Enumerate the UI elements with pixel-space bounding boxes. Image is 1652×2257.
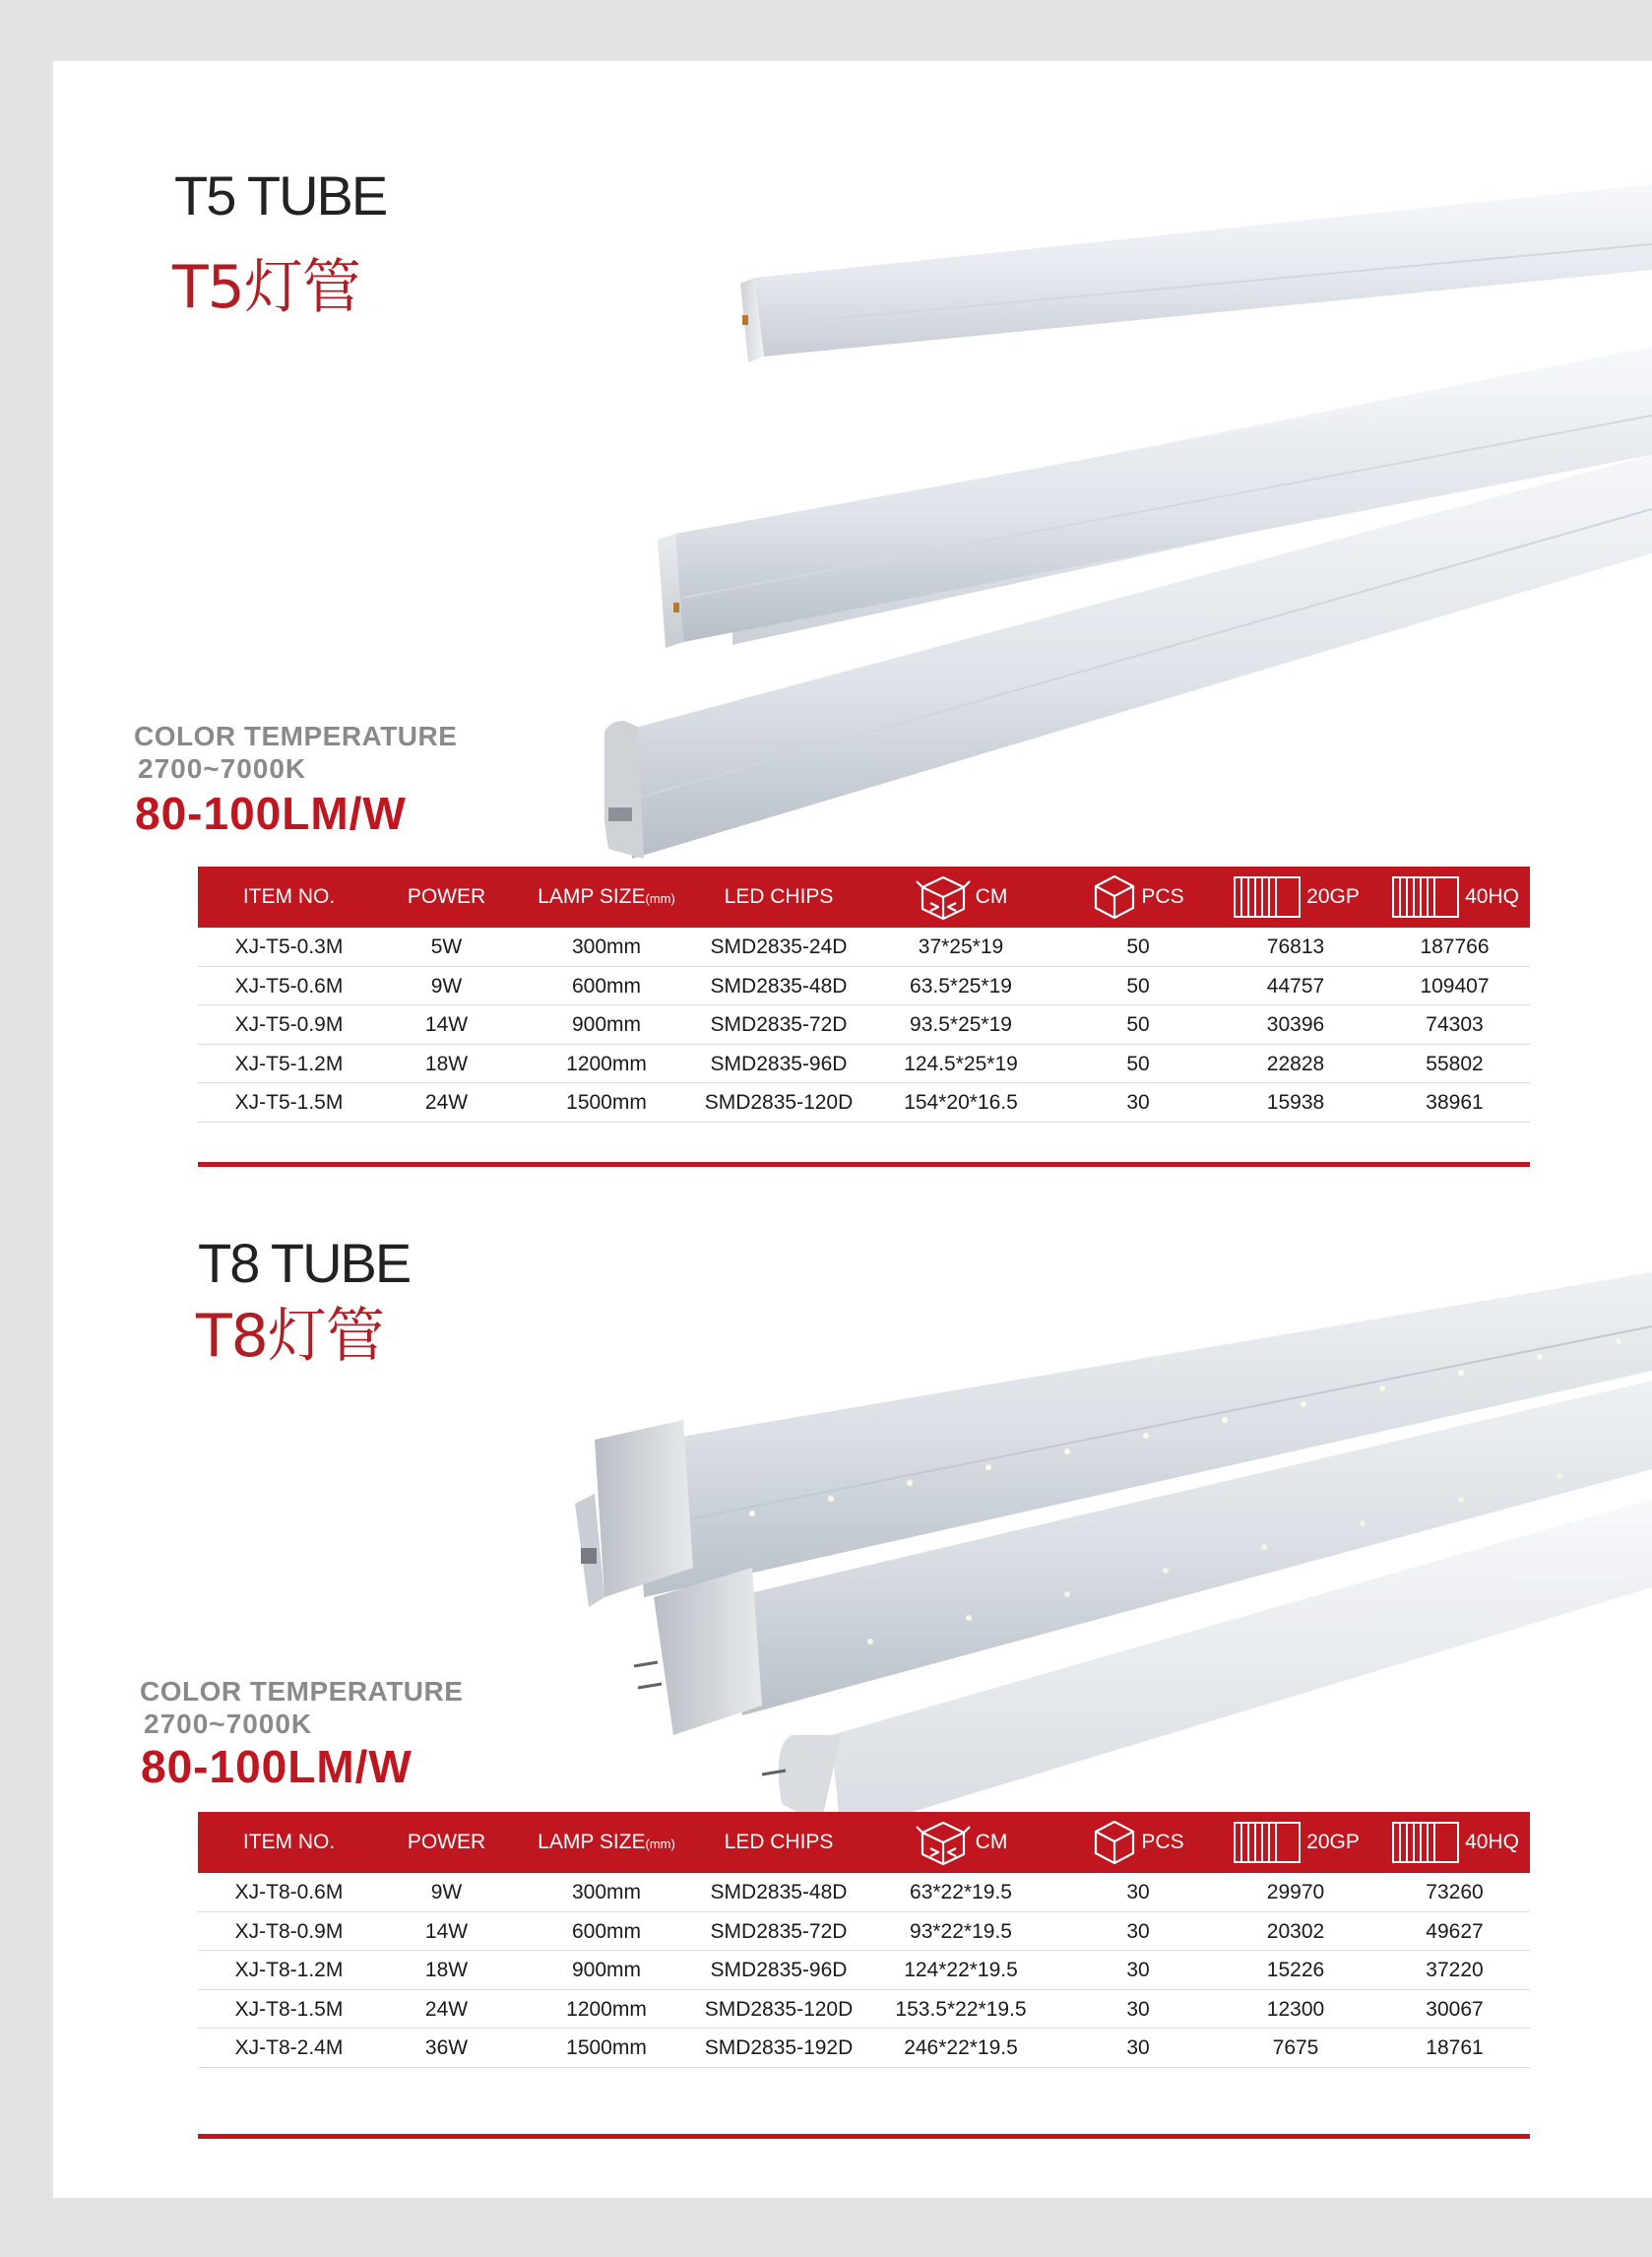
lamp-size-cell: 600mm xyxy=(571,974,642,998)
container-40hq-icon xyxy=(1390,874,1461,920)
carton-size-cell: 124.5*25*19 xyxy=(904,1052,1018,1075)
t5-table-header xyxy=(198,867,1530,928)
t8-title-zh: T8灯管 xyxy=(196,1302,384,1371)
item-no-cell: XJ-T5-0.3M xyxy=(234,935,344,958)
table-row xyxy=(198,1951,1530,1990)
led-chips-cell: SMD2835-48D xyxy=(710,974,848,998)
t5-title-en: T5 TUBE xyxy=(174,164,387,226)
power-cell: 18W xyxy=(424,1052,469,1075)
table-row xyxy=(198,967,1530,1006)
led-chips-cell: SMD2835-96D xyxy=(710,1959,848,1981)
container-40hq-icon xyxy=(1390,1820,1461,1865)
item-no-cell: XJ-T5-1.2M xyxy=(234,1052,344,1075)
item-no-cell: XJ-T8-0.9M xyxy=(234,1919,344,1943)
container-20gp-icon xyxy=(1232,874,1303,920)
led-chips-cell: SMD2835-120D xyxy=(704,1091,854,1114)
lamp-size-label: LAMP SIZE xyxy=(538,885,646,908)
pcs-cell: 30 xyxy=(1126,1919,1150,1943)
carton-size-cell: 63.5*25*19 xyxy=(910,974,1012,998)
col-20gp xyxy=(1212,867,1379,928)
table-row xyxy=(198,2029,1530,2068)
20gp-cell: 7675 xyxy=(1272,2036,1319,2059)
t5-color-temperature-range: 2700~7000K xyxy=(138,753,307,784)
col-power: POWER xyxy=(407,885,486,908)
table-row xyxy=(198,1990,1530,2030)
power-cell: 14W xyxy=(424,1013,469,1036)
col-lamp-size xyxy=(513,1812,700,1873)
lamp-size-cell: 1500mm xyxy=(566,2036,647,2059)
table-row xyxy=(198,1912,1530,1952)
t8-table-body xyxy=(198,1873,1530,2068)
col-lamp-size xyxy=(513,867,700,928)
pcs-label: PCS xyxy=(1141,885,1184,908)
led-chips-cell: SMD2835-72D xyxy=(710,1919,848,1943)
20gp-label: 20GP xyxy=(1306,885,1360,908)
table-row xyxy=(198,1083,1530,1123)
item-no-cell: XJ-T8-0.6M xyxy=(234,1881,344,1903)
t8-table-header xyxy=(198,1812,1530,1873)
20gp-cell: 30396 xyxy=(1266,1013,1325,1036)
table-row xyxy=(198,1873,1530,1912)
carton-size-cell: 154*20*16.5 xyxy=(904,1091,1018,1114)
t5-divider-rule xyxy=(198,1162,1530,1167)
lamp-size-cell: 1200mm xyxy=(566,1997,647,2021)
power-cell: 9W xyxy=(430,974,463,998)
lamp-size-cell: 300mm xyxy=(571,935,642,958)
item-no-cell: XJ-T8-1.2M xyxy=(234,1959,344,1981)
t5-tube-lower-image xyxy=(604,396,1652,888)
led-chips-cell: SMD2835-48D xyxy=(710,1881,848,1903)
table-row xyxy=(198,928,1530,967)
t8-efficacy: 80-100LM/W xyxy=(141,1741,413,1792)
col-20gp xyxy=(1212,1812,1379,1873)
20gp-label: 20GP xyxy=(1306,1831,1360,1853)
carton-size-label: CM xyxy=(975,885,1008,908)
power-cell: 18W xyxy=(424,1959,469,1981)
20gp-cell: 76813 xyxy=(1266,935,1325,958)
40hq-cell: 187766 xyxy=(1420,935,1490,958)
carton-box-icon xyxy=(915,1819,972,1866)
t5-table-body xyxy=(198,928,1530,1123)
t5-spec-table xyxy=(198,867,1530,1123)
carton-box-icon xyxy=(915,873,972,921)
package-box-icon xyxy=(1092,872,1137,922)
power-cell: 36W xyxy=(424,2036,469,2059)
20gp-cell: 22828 xyxy=(1266,1052,1325,1075)
table-row xyxy=(198,1005,1530,1045)
carton-size-cell: 124*22*19.5 xyxy=(904,1959,1018,1981)
t5-color-temperature-label: COLOR TEMPERATURE xyxy=(134,721,458,751)
led-chips-cell: SMD2835-120D xyxy=(704,1997,854,2021)
power-cell: 14W xyxy=(424,1919,469,1943)
pcs-cell: 50 xyxy=(1126,974,1150,998)
lamp-size-cell: 1500mm xyxy=(566,1091,647,1114)
item-no-cell: XJ-T5-0.9M xyxy=(234,1013,344,1036)
col-led-chips: LED CHIPS xyxy=(724,885,834,908)
container-20gp-icon xyxy=(1232,1820,1303,1865)
40hq-cell: 55802 xyxy=(1426,1052,1484,1075)
catalog-page xyxy=(53,61,1652,2198)
carton-size-cell: 93.5*25*19 xyxy=(910,1013,1012,1036)
pcs-cell: 30 xyxy=(1126,1959,1150,1981)
t8-title-en: T8 TUBE xyxy=(198,1232,411,1294)
40hq-label: 40HQ xyxy=(1465,885,1519,908)
20gp-cell: 12300 xyxy=(1266,1997,1325,2021)
led-chips-cell: SMD2835-96D xyxy=(710,1052,848,1075)
lamp-size-cell: 300mm xyxy=(571,1881,642,1903)
pcs-cell: 30 xyxy=(1126,1091,1150,1114)
power-cell: 9W xyxy=(430,1881,463,1903)
t8-divider-rule xyxy=(198,2134,1530,2139)
item-no-cell: XJ-T5-0.6M xyxy=(234,974,344,998)
col-40hq xyxy=(1379,867,1530,928)
t8-tube-product-image xyxy=(575,1272,1652,1834)
col-carton-size xyxy=(858,867,1064,928)
pcs-cell: 30 xyxy=(1126,2036,1150,2059)
col-pcs xyxy=(1064,1812,1212,1873)
40hq-cell: 30067 xyxy=(1426,1997,1484,2021)
carton-size-label: CM xyxy=(975,1831,1008,1853)
pcs-cell: 50 xyxy=(1126,935,1150,958)
lamp-size-unit: (mm) xyxy=(645,891,675,906)
col-carton-size xyxy=(858,1812,1064,1873)
t8-color-temperature-label: COLOR TEMPERATURE xyxy=(140,1676,464,1707)
power-cell: 24W xyxy=(424,1997,469,2021)
carton-size-cell: 37*25*19 xyxy=(918,935,1004,958)
col-item-no: ITEM NO. xyxy=(242,1831,336,1853)
20gp-cell: 15938 xyxy=(1266,1091,1325,1114)
40hq-cell: 73260 xyxy=(1426,1881,1484,1903)
40hq-cell: 74303 xyxy=(1426,1013,1484,1036)
pcs-label: PCS xyxy=(1141,1831,1184,1853)
t5-title-zh: T5灯管 xyxy=(172,253,360,322)
power-cell: 24W xyxy=(424,1091,469,1114)
item-no-cell: XJ-T5-1.5M xyxy=(234,1091,344,1114)
lamp-size-unit: (mm) xyxy=(645,1837,675,1851)
led-chips-cell: SMD2835-72D xyxy=(710,1013,848,1036)
led-chips-cell: SMD2835-24D xyxy=(710,935,848,958)
40hq-cell: 109407 xyxy=(1420,974,1490,998)
40hq-label: 40HQ xyxy=(1465,1831,1519,1853)
carton-size-cell: 153.5*22*19.5 xyxy=(895,1997,1027,2021)
lamp-size-cell: 900mm xyxy=(571,1013,642,1036)
20gp-cell: 44757 xyxy=(1266,974,1325,998)
t8-color-temperature-range: 2700~7000K xyxy=(144,1709,313,1739)
table-row xyxy=(198,1045,1530,1084)
col-power: POWER xyxy=(407,1831,486,1853)
40hq-cell: 18761 xyxy=(1426,2036,1484,2059)
carton-size-cell: 63*22*19.5 xyxy=(910,1881,1012,1903)
col-pcs xyxy=(1064,867,1212,928)
40hq-cell: 49627 xyxy=(1426,1919,1484,1943)
col-40hq xyxy=(1379,1812,1530,1873)
40hq-cell: 38961 xyxy=(1426,1091,1484,1114)
20gp-cell: 15226 xyxy=(1266,1959,1325,1981)
carton-size-cell: 93*22*19.5 xyxy=(910,1919,1012,1943)
col-item-no: ITEM NO. xyxy=(242,885,336,908)
t5-efficacy: 80-100LM/W xyxy=(135,788,407,839)
20gp-cell: 29970 xyxy=(1266,1881,1325,1903)
pcs-cell: 50 xyxy=(1126,1013,1150,1036)
lamp-size-cell: 900mm xyxy=(571,1959,642,1981)
item-no-cell: XJ-T8-1.5M xyxy=(234,1997,344,2021)
col-led-chips: LED CHIPS xyxy=(724,1831,834,1853)
pcs-cell: 30 xyxy=(1126,1881,1150,1903)
pcs-cell: 30 xyxy=(1126,1997,1150,2021)
package-box-icon xyxy=(1092,1818,1137,1867)
lamp-size-label: LAMP SIZE xyxy=(538,1831,646,1853)
pcs-cell: 50 xyxy=(1126,1052,1150,1075)
power-cell: 5W xyxy=(430,935,463,958)
carton-size-cell: 246*22*19.5 xyxy=(904,2036,1018,2059)
item-no-cell: XJ-T8-2.4M xyxy=(234,2036,344,2059)
t8-spec-table xyxy=(198,1812,1530,2068)
lamp-size-cell: 1200mm xyxy=(566,1052,647,1075)
led-chips-cell: SMD2835-192D xyxy=(704,2036,854,2059)
40hq-cell: 37220 xyxy=(1426,1959,1484,1981)
lamp-size-cell: 600mm xyxy=(571,1919,642,1943)
20gp-cell: 20302 xyxy=(1266,1919,1325,1943)
